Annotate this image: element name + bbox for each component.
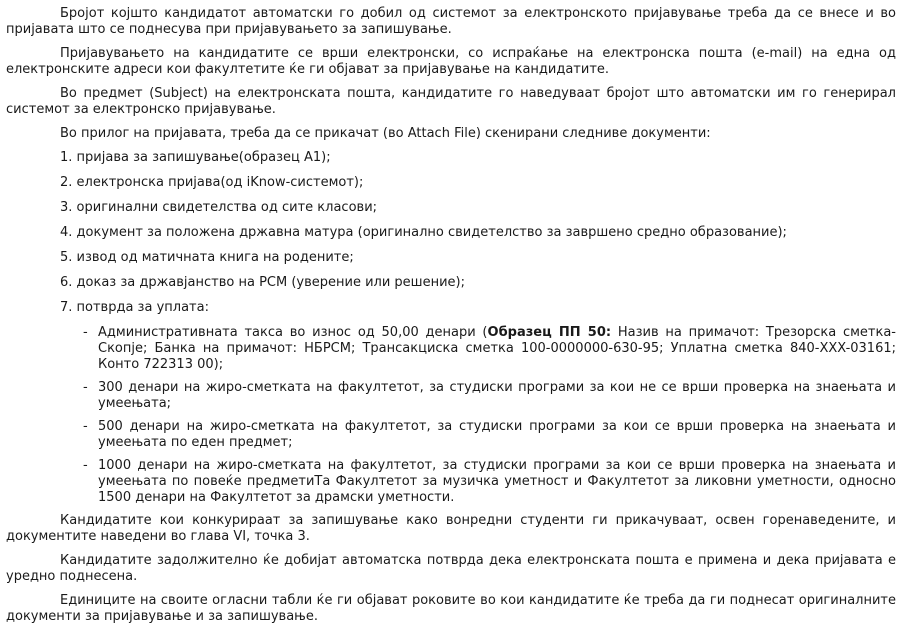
admin-fee-text-end: Назив на примачот: Трезорска сметка-Скопје; Банка на примачот: НБРСМ; Трансакциска сметка 100-0000000-630-95; Уплатна сметка 840-XXX-03161; Конто 722313 00); [98,325,896,372]
list-item: 3. оригинални свидетелства од сите класови; [60,200,378,215]
fee-300-text: 300 денари на жиро-сметката на факултетот, за студиски програми за кои не се врши проверка на знаењата и умеењата; [98,380,896,411]
list-item: 4. документ за положена државна матура (оригинално свидетелство за завршено средно образование); [60,225,787,240]
fee-1000-text: 1000 денари на жиро-сметката на факултетот, за студиски програми за кои се врши проверка на знаењата и умеењата по повеќе предметиТа Факултетот за музичка уметност и Факултетот за ликовни уметности, односно 1500 денари на Факултетот за драмски уметности. [98,458,896,505]
paragraph-deadlines: Единиците на своите огласни табли ќе ги објават роковите во кои кандидатите ќе треба да ги поднесат оригиналните документи за пријавување и за запишување. [6,593,896,624]
list-item [83,458,896,506]
payment-fees-list [6,325,896,506]
dash-bullet: - [83,458,88,473]
fee-500-text: 500 денари на жиро-сметката на факултетот, за студиски програми за кои се врши проверка на знаењата и умеењата по еден предмет; [98,419,896,450]
list-item [83,380,896,412]
list-item: 1. пријава за запишување(образец А1); [60,150,331,165]
dash-bullet: - [83,325,88,340]
paragraph-part-time-students: Кандидатите кои конкурираат за запишување како вонредни студенти ги прикачуваат, освен горенаведените, и документите наведени во глава VI, точка 3. [6,513,896,544]
list-item-admin-fee [83,325,896,373]
required-documents-list [6,150,896,316]
dash-bullet: - [83,419,88,434]
paragraph-attachments-intro: Во прилог на пријавата, треба да се прикачат (во Attach File) скенирани следниве документи: [60,126,711,141]
paragraph-confirmation: Кандидатите задолжително ќе добијат автоматска потврда дека електронската пошта е примена и дека пријавата е уредно поднесена. [6,553,896,584]
list-item: 5. извод од матичната книга на родените; [60,250,354,265]
admin-fee-text-start: Административната такса во износ од 50,00 денари ( [98,325,488,340]
dash-bullet: - [83,380,88,395]
list-item: 7. потврда за уплата: [60,300,209,315]
form-pp50-label: Образец ПП 50: [487,325,612,340]
list-item: 6. доказ за државјанство на РСМ (уверение или решение); [60,275,465,290]
list-item: 2. електронска пријава(од iKnow-системот); [60,175,364,190]
list-item [83,419,896,451]
paragraph-electronic-submission: Пријавувањето на кандидатите се врши електронски, со испраќање на електронска пошта (e-mail) на една од електронските адреси кои факултетите ќе ги објават за пријавување на кандидатите. [6,46,896,77]
paragraph-application-number: Бројот којшто кандидатот автоматски го добил од системот за електронското пријавување треба да се внесе и во пријавата што се поднесува при пријавувањето за запишување. [6,6,896,37]
paragraph-email-subject: Во предмет (Subject) на електронската пошта, кандидатите го наведуваат бројот што автоматски им го генерирал системот за електронско пријавување. [6,86,896,117]
